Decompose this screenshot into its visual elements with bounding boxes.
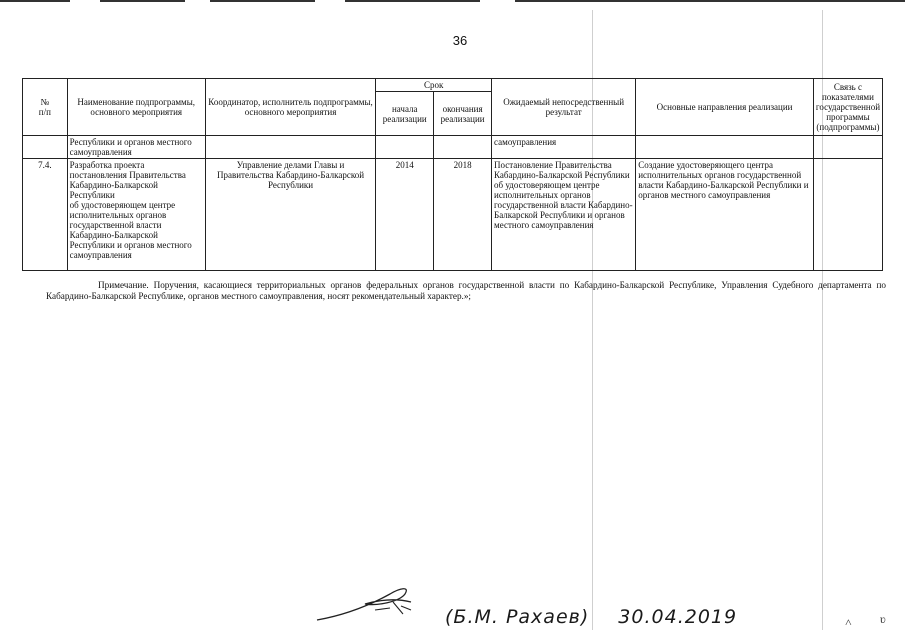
cell-num xyxy=(23,136,68,159)
signature-name: (Б.М. Рахаев) xyxy=(445,606,590,628)
page-number: 36 xyxy=(452,33,468,48)
measures-table xyxy=(22,78,883,271)
signature-date: 30.04.2019 xyxy=(618,606,738,628)
scan-edge-line xyxy=(100,0,185,2)
cell-result: Постановление Правительства Кабардино-Балкарской Республики об удостоверяющем центре исполнительных органов государственной власти Кабардино-Балкарской Республики и органов местного самоуправления xyxy=(492,159,636,271)
cell-num: 7.4. xyxy=(23,159,68,271)
scan-edge-line xyxy=(515,0,905,2)
header-num: № п/п xyxy=(23,79,68,136)
cell-name: Разработка проекта постановления Правительства Кабардино-Балкарской Республики об удостоверяющем центре исполнительных органов государственной власти Кабардино-Балкарской Республики и органов местного самоуправления xyxy=(67,159,205,271)
footnote: Примечание. Поручения, касающиеся территориальных органов федеральных органов государственной власти по Кабардино-Балкарской Республике, Управления Судебного департамента по Кабардино-Балкарской Республике, органов местного самоуправления, носят рекомендательный характер.»; xyxy=(46,280,886,301)
cell-start: 2014 xyxy=(376,159,434,271)
table-row xyxy=(23,136,883,159)
cell-end xyxy=(434,136,492,159)
header-coordinator: Координатор, исполнитель подпрограммы, основного мероприятия xyxy=(205,79,376,136)
cell-coordinator: Управление делами Главы и Правительства Кабардино-Балкарской Республики xyxy=(205,159,376,271)
table-row xyxy=(23,159,883,271)
cell-result: самоуправления xyxy=(492,136,636,159)
signature-scribble xyxy=(315,580,425,625)
scan-edge-line xyxy=(210,0,315,2)
cell-directions: Создание удостоверяющего центра исполнительных органов государственной власти Кабардино-Балкарской Республики и органов местного самоуправления xyxy=(636,159,814,271)
scan-mark-icon: ʋ xyxy=(880,612,886,626)
header-directions: Основные направления реализации xyxy=(636,79,814,136)
scan-edge-line xyxy=(345,0,480,2)
cell-end: 2018 xyxy=(434,159,492,271)
signature-block xyxy=(445,606,737,628)
cell-name: Республики и органов местного самоуправления xyxy=(67,136,205,159)
cell-directions xyxy=(636,136,814,159)
header-term-start: начала реализации xyxy=(376,92,434,136)
header-link: Связь с показателями государственной программы (подпрограммы) xyxy=(813,79,882,136)
header-result: Ожидаемый непосредственный результат xyxy=(492,79,636,136)
header-name: Наименование подпрограммы, основного мероприятия xyxy=(67,79,205,136)
scan-edge-line xyxy=(0,0,70,2)
cell-start xyxy=(376,136,434,159)
cell-coordinator xyxy=(205,136,376,159)
header-term: Срок xyxy=(376,79,492,92)
scan-mark-icon: ˄ xyxy=(845,615,852,629)
header-term-end: окончания реализации xyxy=(434,92,492,136)
cell-link xyxy=(813,136,882,159)
cell-link xyxy=(813,159,882,271)
